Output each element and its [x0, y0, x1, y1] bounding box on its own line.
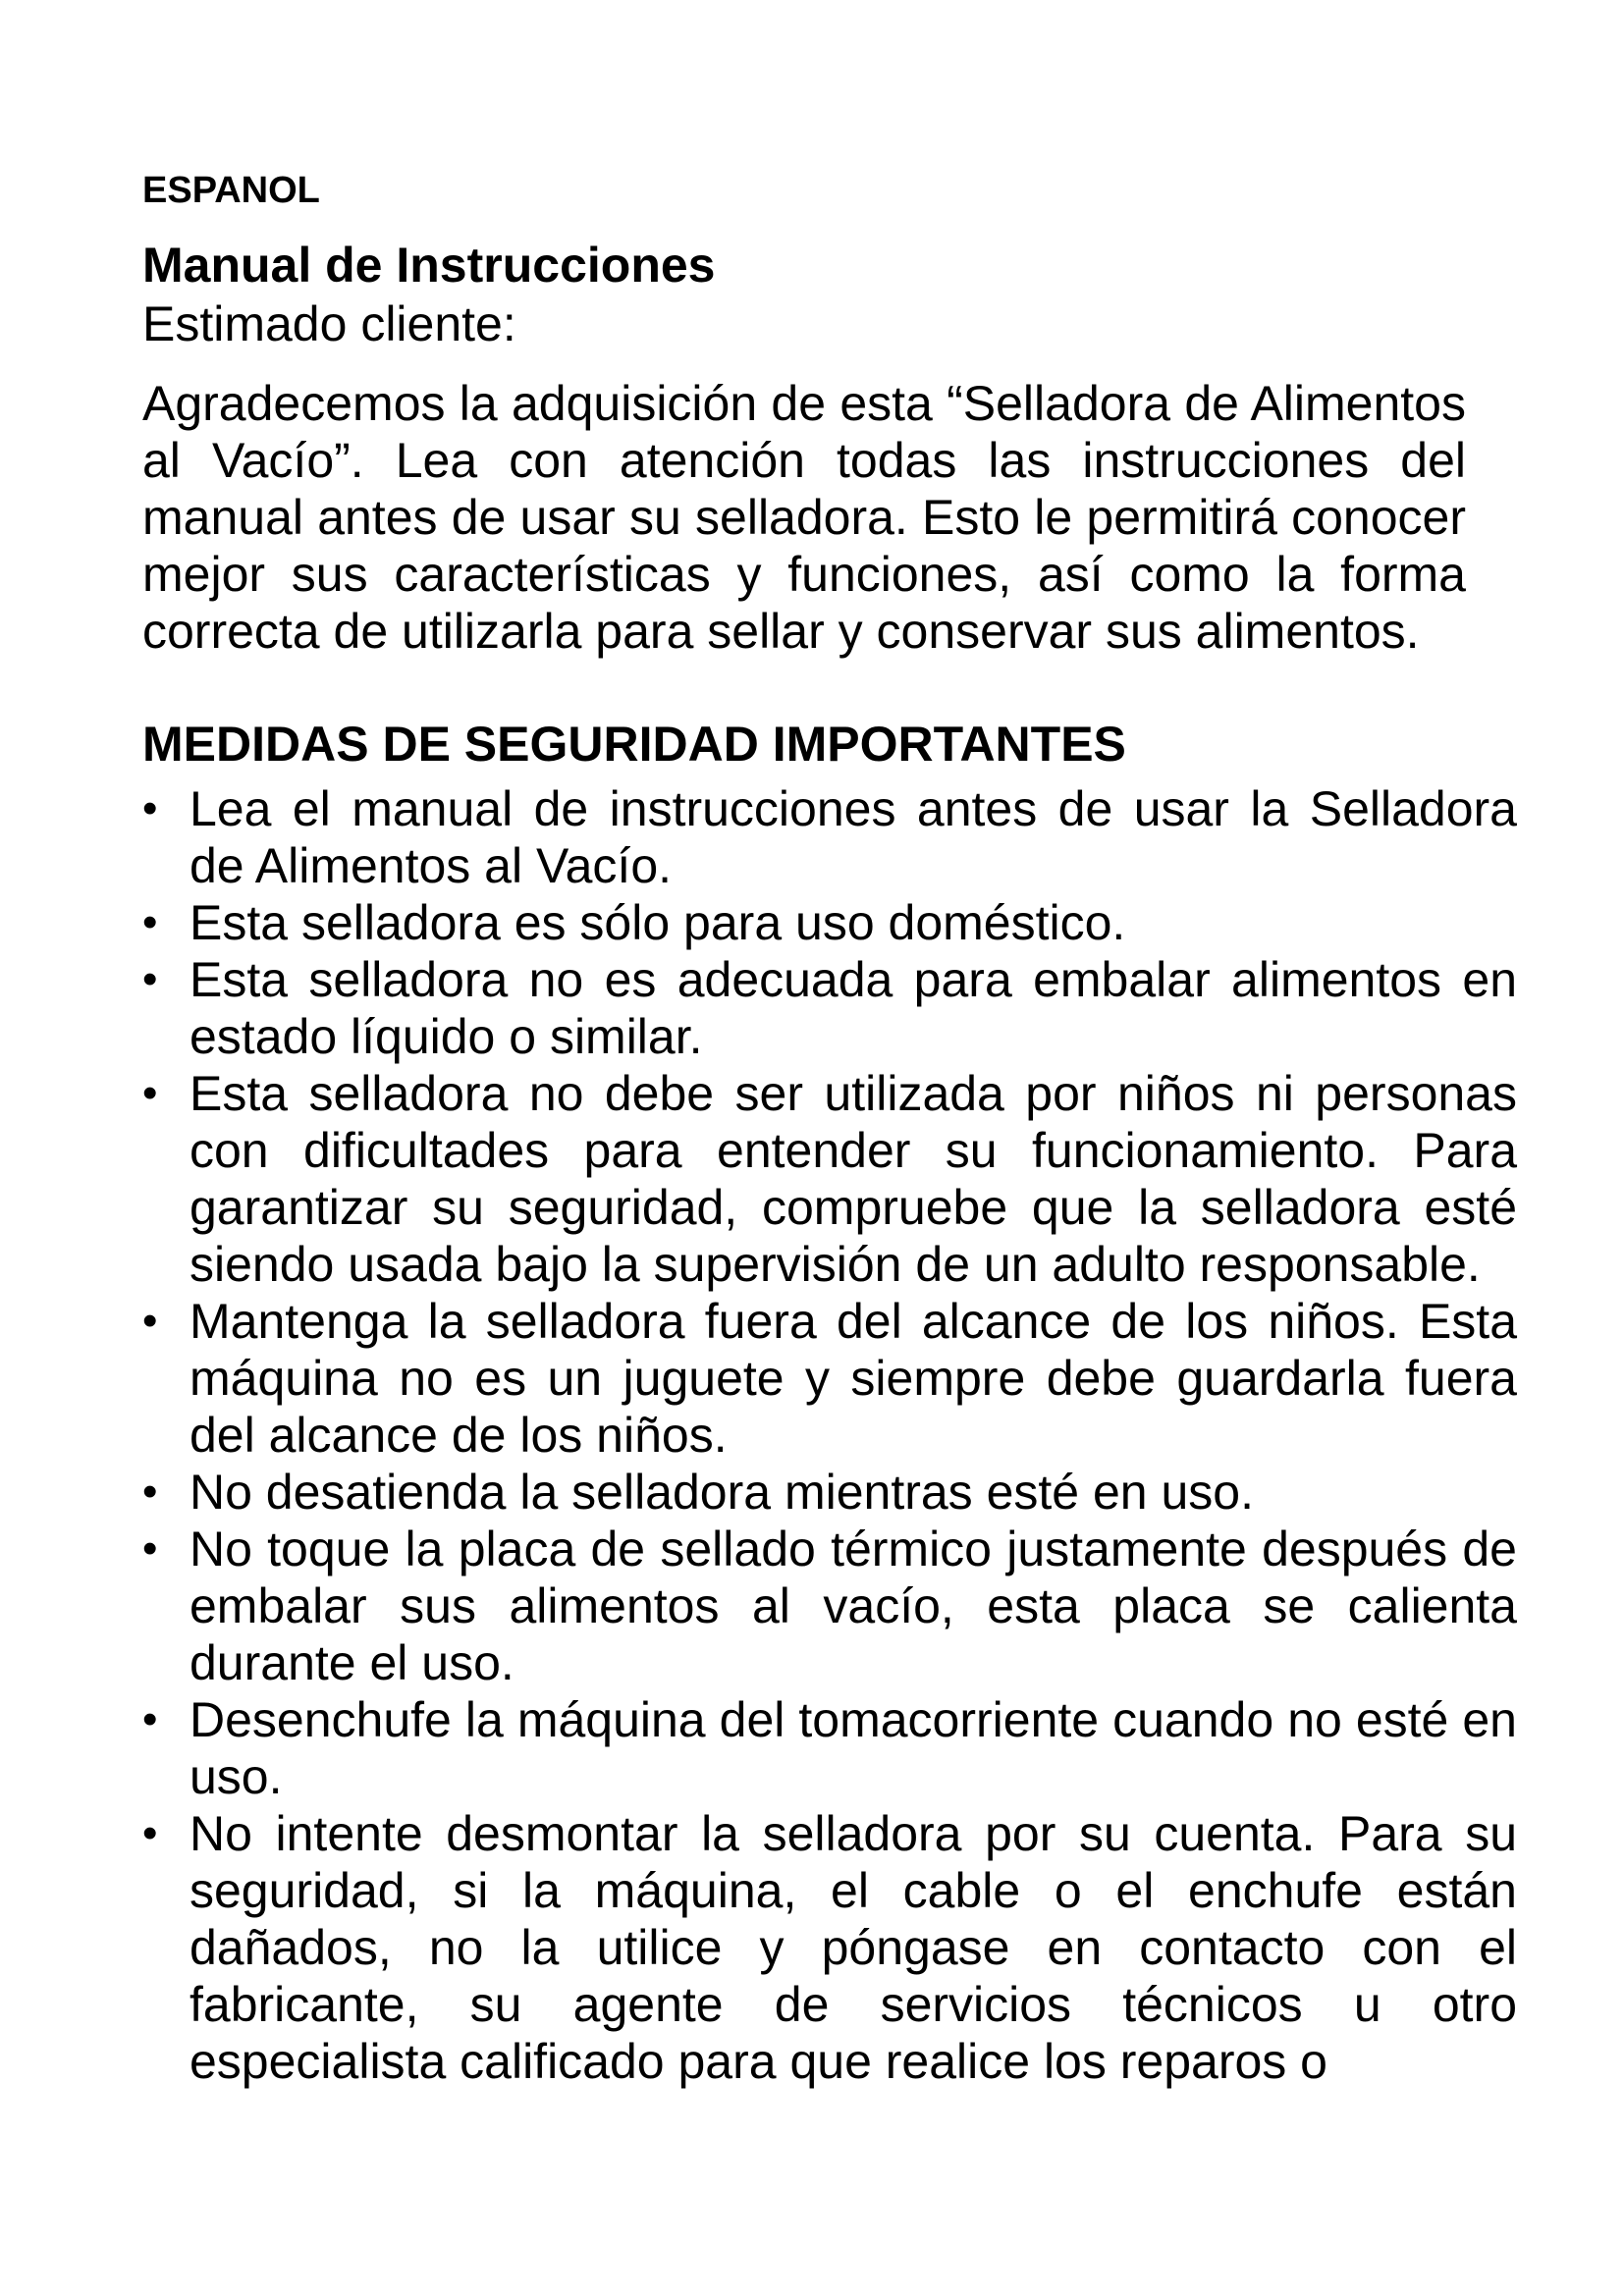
- bullet-icon: •: [142, 1069, 158, 1117]
- bullet-icon: •: [142, 1524, 158, 1573]
- list-item: [142, 1065, 1517, 1293]
- bullet-icon: •: [142, 1468, 158, 1516]
- list-item-text: No toque la placa de sellado térmico justamente después de embalar sus alimentos al vacío, esta placa se calienta durante el uso.: [189, 1522, 1517, 1690]
- language-label: ESPANOL: [142, 170, 320, 211]
- list-item: [142, 951, 1517, 1065]
- bullet-icon: •: [142, 1297, 158, 1345]
- list-item-text: Esta selladora no es adecuada para embalar alimentos en estado líquido o similar.: [189, 952, 1517, 1064]
- bullet-icon: •: [142, 1695, 158, 1743]
- list-item-text: Lea el manual de instrucciones antes de usar la Selladora de Alimentos al Vacío.: [189, 781, 1517, 893]
- intro-paragraph: Agradecemos la adquisición de esta “Selladora de Alimentos al Vacío”. Lea con atención todas las instrucciones del manual antes de usar su selladora. Esto le permitirá conocer mejor sus características y funciones, así como la forma correcta de utilizarla para sellar y conservar sus alimentos.: [142, 376, 1466, 659]
- list-item: [142, 1521, 1517, 1691]
- page-title: Manual de Instrucciones: [142, 238, 716, 293]
- list-item-text: Desenchufe la máquina del tomacorriente cuando no esté en uso.: [189, 1692, 1517, 1804]
- greeting: Estimado cliente:: [142, 296, 516, 351]
- list-item-text: No intente desmontar la selladora por su cuenta. Para su seguridad, si la máquina, el cable o el enchufe están dañados, no la utilice y póngase en contacto con el fabricante, su agente de servicios técnicos u otro especialista calificado para que realice los reparos o: [189, 1806, 1517, 2089]
- bullet-icon: •: [142, 784, 158, 832]
- list-item-text: Esta selladora no debe ser utilizada por niños ni personas con dificultades para entender su funcionamiento. Para garantizar su seguridad, compruebe que la selladora esté siendo usada bajo la supervisión de un adulto responsable.: [189, 1066, 1517, 1292]
- list-item: [142, 780, 1517, 894]
- bullet-icon: •: [142, 1809, 158, 1857]
- list-item-text: No desatienda la selladora mientras esté en uso.: [189, 1465, 1254, 1520]
- list-item: [142, 1691, 1517, 1805]
- safety-list: [142, 780, 1517, 2090]
- list-item-text: Mantenga la selladora fuera del alcance de los niños. Esta máquina no es un juguete y siempre debe guardarla fuera del alcance de los niños.: [189, 1294, 1517, 1463]
- list-item: [142, 1464, 1517, 1521]
- bullet-icon: •: [142, 955, 158, 1003]
- list-item-text: Esta selladora es sólo para uso doméstico.: [189, 895, 1126, 950]
- list-item: [142, 1805, 1517, 2090]
- bullet-icon: •: [142, 898, 158, 946]
- section-heading: MEDIDAS DE SEGURIDAD IMPORTANTES: [142, 717, 1126, 772]
- list-item: [142, 1293, 1517, 1464]
- list-item: [142, 894, 1517, 951]
